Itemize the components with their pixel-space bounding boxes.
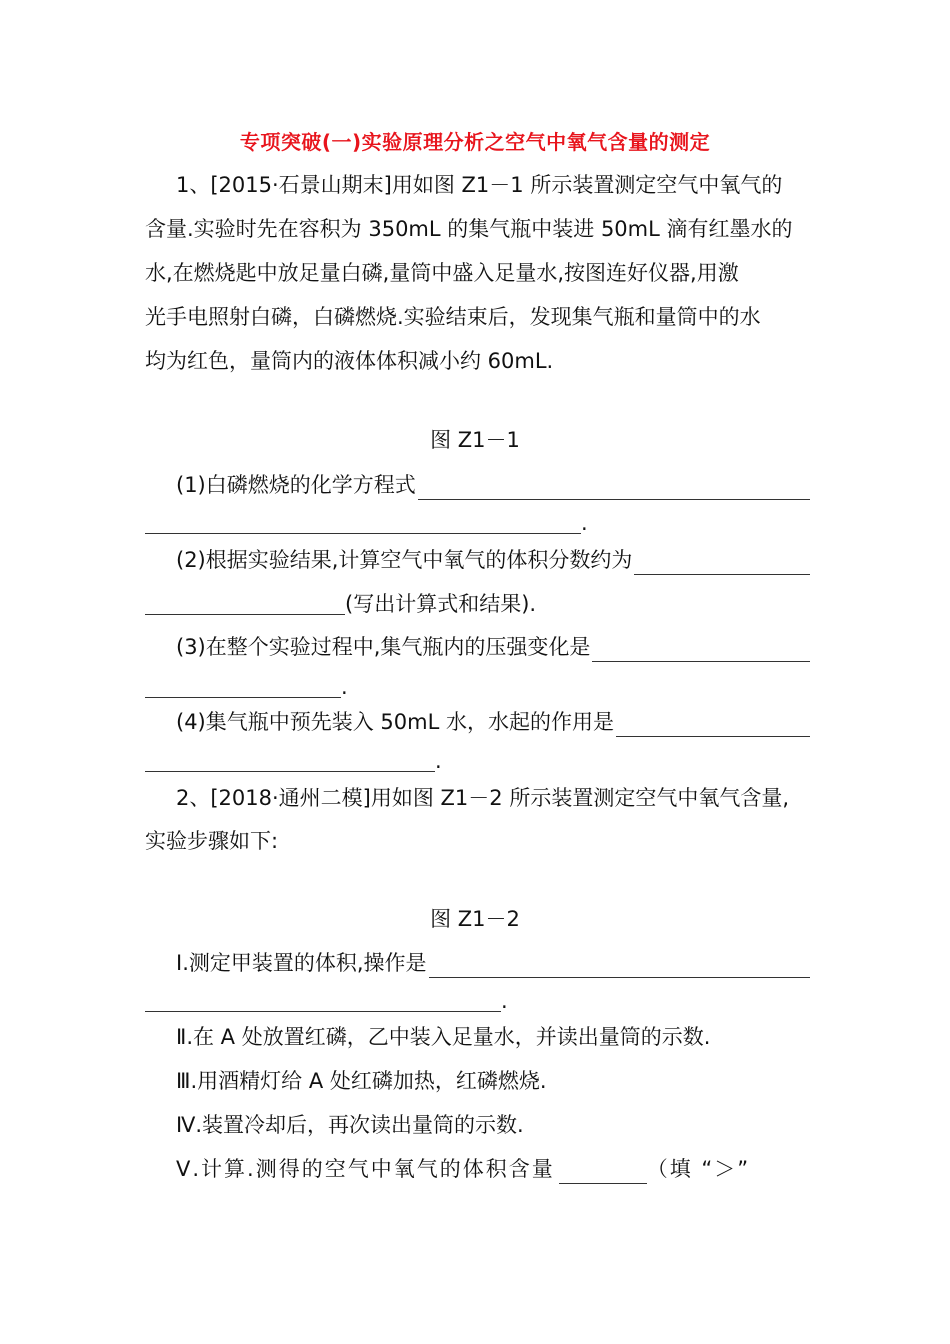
q1-sub1-text: (1)白磷燃烧的化学方程式 [176,473,416,497]
q2-line-2: 实验步骤如下: [145,829,279,853]
figure-caption-1: 图 Z1－1 [430,428,520,452]
q1-sub4 [176,707,810,737]
q1-line-3: 水,在燃烧匙中放足量白磷,量筒中盛入足量水,按图连好仪器,用激 [145,261,739,285]
q2-line-1: 2、[2018·通州二模]用如图 Z1－2 所示装置测定空气中氧气含量, [176,786,789,810]
q1-sub2-text: (2)根据实验结果,计算空气中氧气的体积分数约为 [176,548,633,572]
q1-sub2-cont [145,589,810,619]
q1-sub2-blank[interactable] [634,552,810,575]
q1-sub3 [176,632,810,662]
q1-line-1: 1、[2015·石景山期末]用如图 Z1－1 所示装置测定空气中氧气的 [176,173,783,197]
q2-step5-blank[interactable] [559,1161,647,1184]
q2-step1-blank[interactable] [429,955,810,978]
q2-step2: Ⅱ.在 A 处放置红磷，乙中装入足量水，并读出量筒的示数. [176,1025,711,1049]
q1-sub1-cont [145,508,810,538]
q2-step1-cont [145,986,810,1016]
q1-sub1-blank[interactable] [418,477,810,500]
q1-sub3-text: (3)在整个实验过程中,集气瓶内的压强变化是 [176,635,591,659]
q1-sub3-end: . [341,675,348,699]
q1-sub3-cont [145,672,810,702]
q2-step5 [176,1154,810,1184]
q1-sub2 [176,545,810,575]
q1-sub2-end: (写出计算式和结果). [345,592,537,616]
q2-step4: Ⅳ.装置冷却后，再次读出量筒的示数. [176,1113,524,1137]
q1-sub2-blank-2[interactable] [145,592,345,615]
q1-line-5: 均为红色，量筒内的液体体积减小约 60mL. [145,349,554,373]
q1-sub1 [176,470,810,500]
q2-step3: Ⅲ.用酒精灯给 A 处红磷加热，红磷燃烧. [176,1069,547,1093]
q1-sub4-end: . [435,749,442,773]
q2-step1 [176,948,810,978]
q2-step1-text: Ⅰ.测定甲装置的体积,操作是 [176,951,427,975]
page-title: 专项突破(一)实验原理分析之空气中氧气含量的测定 [239,130,711,154]
q1-sub3-blank-2[interactable] [145,675,341,698]
q1-sub1-blank-2[interactable] [145,511,581,534]
q1-sub4-blank-2[interactable] [145,749,435,772]
q1-sub4-blank[interactable] [616,714,810,737]
q1-line-4: 光手电照射白磷，白磷燃烧.实验结束后，发现集气瓶和量筒中的水 [145,305,761,329]
q1-sub4-text: (4)集气瓶中预先装入 50mL 水，水起的作用是 [176,710,614,734]
q2-step5-text: Ⅴ.计算.测得的空气中氧气的体积含量 [176,1157,555,1181]
q1-sub4-cont [145,746,810,776]
q2-step1-end: . [501,989,508,1013]
q1-sub1-end: . [581,511,588,535]
q2-step5-end: （填 “＞” [646,1157,751,1181]
figure-caption-2: 图 Z1－2 [430,907,520,931]
q1-line-2: 含量.实验时先在容积为 350mL 的集气瓶中装进 50mL 滴有红墨水的 [145,217,793,241]
q2-step1-blank-2[interactable] [145,989,501,1012]
q1-sub3-blank[interactable] [592,639,810,662]
